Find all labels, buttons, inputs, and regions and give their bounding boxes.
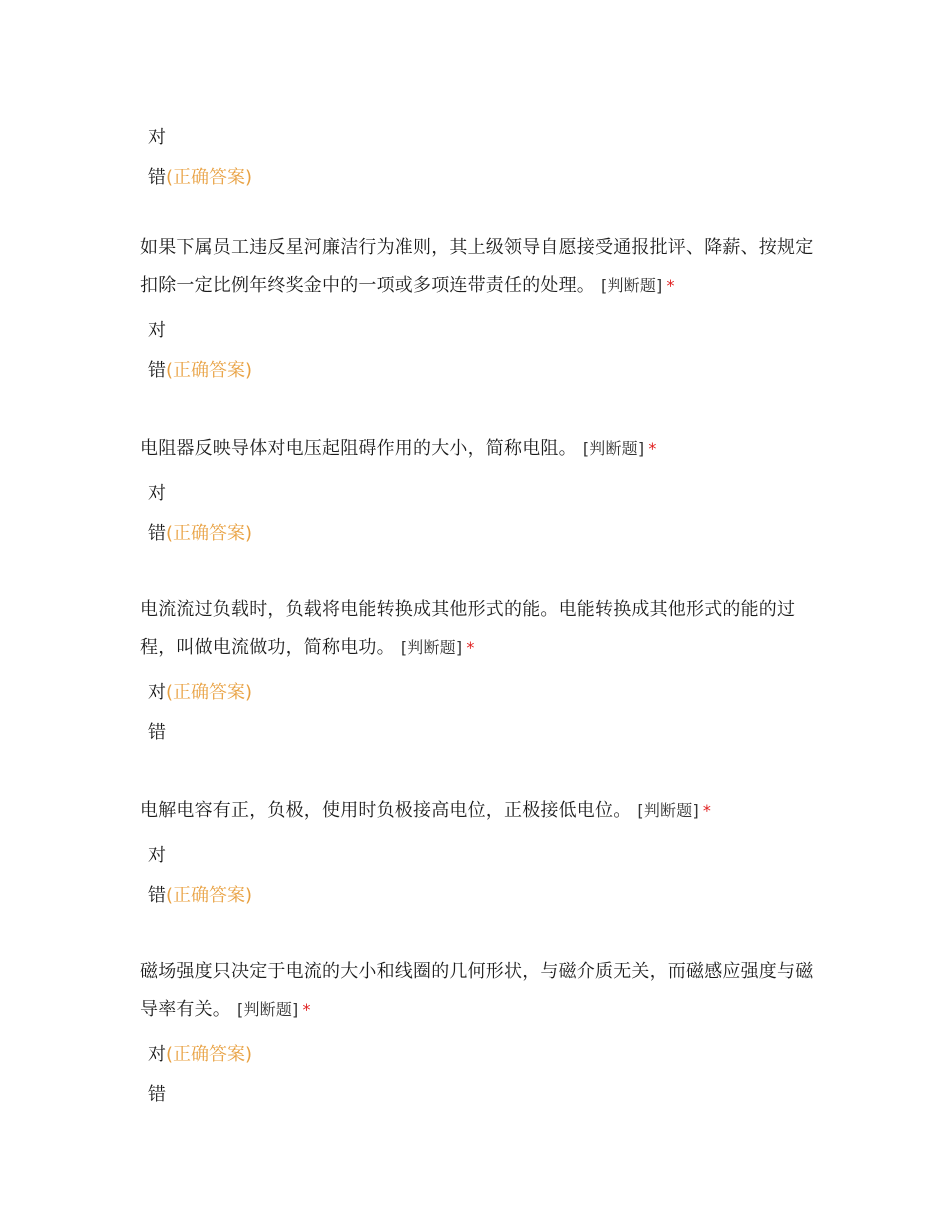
- question-block: [140, 430, 820, 554]
- option-label: 错: [148, 722, 166, 743]
- question-stem: 电流流过负载时，负载将电能转换成其他形式的能。电能转换成其他形式的能的过程，叫做电流做功，简称电功。: [140, 599, 796, 658]
- required-asterisk: *: [302, 1000, 311, 1019]
- option-label: 对: [148, 127, 166, 148]
- correct-answer-marker: (正确答案): [166, 885, 253, 906]
- question-stem: 电阻器反映导体对电压起阻碍作用的大小，简称电阻。: [140, 438, 577, 459]
- options-list: [140, 673, 820, 753]
- options-list: [140, 1035, 820, 1115]
- required-asterisk: *: [666, 276, 675, 295]
- option-label: 对: [148, 845, 166, 866]
- question-type-label: [判断题]: [582, 439, 645, 458]
- question-type-label: [判断题]: [637, 801, 699, 820]
- option-label: 错: [148, 523, 166, 544]
- correct-answer-marker: (正确答案): [166, 360, 253, 381]
- option-true[interactable]: [148, 673, 820, 713]
- question-block: [140, 229, 820, 391]
- required-asterisk: *: [648, 439, 657, 458]
- required-asterisk: *: [702, 801, 712, 820]
- question-type-label: [判断题]: [601, 276, 663, 295]
- question-block: [140, 792, 820, 916]
- option-label: 对: [148, 682, 166, 703]
- correct-answer-marker: (正确答案): [166, 682, 253, 703]
- option-label: 对: [148, 483, 166, 504]
- option-false[interactable]: [148, 351, 820, 391]
- options-list: [140, 311, 820, 391]
- option-true[interactable]: [148, 836, 820, 876]
- option-false[interactable]: [148, 514, 820, 554]
- options-list: [140, 474, 820, 554]
- question-text: [140, 229, 820, 305]
- question-type-label: [判断题]: [237, 1000, 299, 1019]
- option-false[interactable]: [148, 1075, 820, 1115]
- option-false[interactable]: [148, 713, 820, 753]
- required-asterisk: *: [466, 638, 475, 657]
- option-true[interactable]: [148, 474, 820, 514]
- correct-answer-marker: (正确答案): [166, 1044, 253, 1065]
- option-label: 对: [148, 320, 166, 341]
- correct-answer-marker: (正确答案): [166, 167, 253, 188]
- orphan-options: [148, 118, 252, 198]
- question-text: [140, 430, 820, 468]
- question-text: [140, 953, 820, 1029]
- option-false[interactable]: [148, 876, 820, 916]
- option-label: 错: [148, 885, 166, 906]
- question-text: [140, 591, 820, 667]
- question-block: [140, 953, 820, 1115]
- correct-answer-marker: (正确答案): [166, 523, 253, 544]
- question-stem: 如果下属员工违反星河廉洁行为准则，其上级领导自愿接受通报批评、降薪、按规定扣除一定比例年终奖金中的一项或多项连带责任的处理。: [140, 237, 814, 296]
- option-label: 错: [148, 1084, 166, 1105]
- options-list: [140, 836, 820, 916]
- option-label: 错: [148, 167, 166, 188]
- question-text: [140, 792, 820, 830]
- option-label: 错: [148, 360, 166, 381]
- question-block: [140, 591, 820, 753]
- question-stem: 电解电容有正，负极，使用时负极接高电位，正极接低电位。: [140, 800, 632, 821]
- option-label: 对: [148, 1044, 166, 1065]
- option-true[interactable]: [148, 118, 252, 158]
- question-stem: 磁场强度只决定于电流的大小和线圈的几何形状，与磁介质无关，而磁感应强度与磁导率有关。: [140, 961, 814, 1020]
- option-true[interactable]: [148, 1035, 820, 1075]
- option-false[interactable]: [148, 158, 252, 198]
- option-true[interactable]: [148, 311, 820, 351]
- question-type-label: [判断题]: [400, 638, 463, 657]
